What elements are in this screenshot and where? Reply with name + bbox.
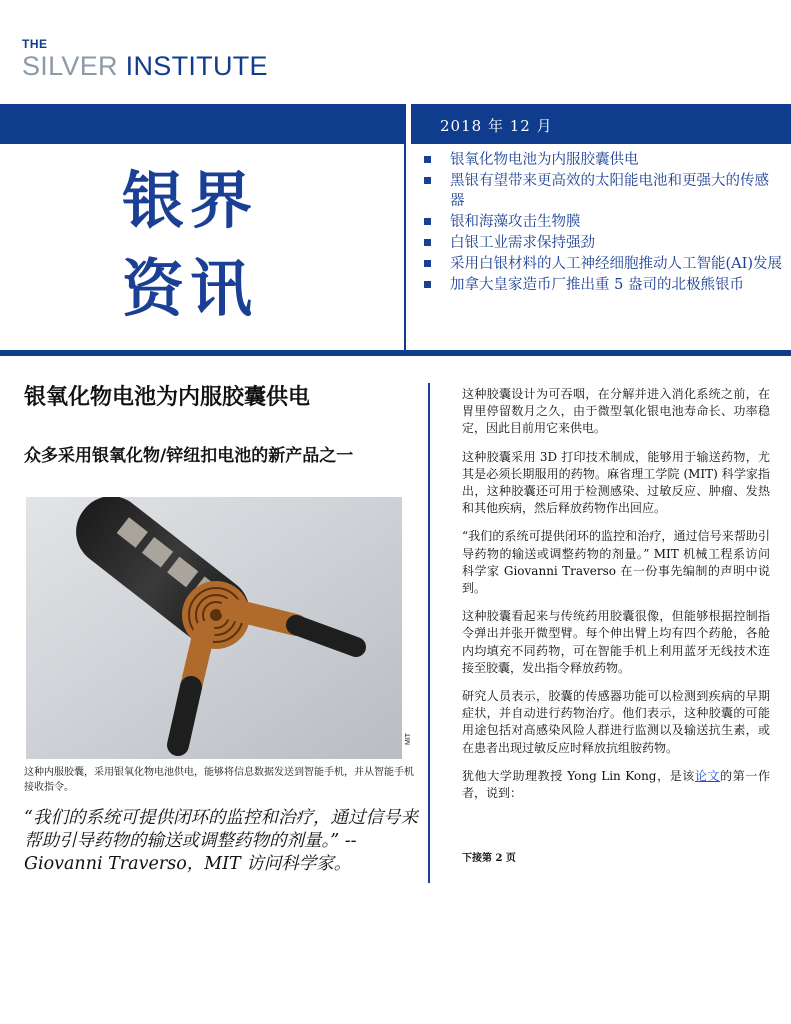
body-paragraph-last: [462, 768, 770, 802]
photo-caption: 这种内服胶囊，采用银氧化物电池供电，能够将信息数据发送到智能手机，并从智能手机接收指令。: [24, 767, 414, 793]
pull-quote: “我们的系统可提供闭环的监控和治疗，通过信号来帮助引导药物的输送或调整药物的剂量。” -- Giovanni Traverso，MIT 访问科学家。: [24, 808, 418, 874]
logo-institute: INSTITUTE: [125, 51, 268, 81]
last-para-after: 的第一作者，说到：: [462, 768, 770, 801]
header-divider: [404, 104, 406, 354]
body-paragraph: 研究人员表示，胶囊的传感器功能可以检测到疾病的早期症状，并自动进行药物治疗。他们表示，这种胶囊的可能用途包括对高感染风险人群进行监测以及输送抗生素，或在患者出现过敏反应时释放抗组胺药物。: [462, 689, 770, 755]
newsletter-title-line2: 资讯: [122, 252, 259, 325]
article-subhead: 众多采用银氧化物/锌纽扣电池的新产品之一: [24, 446, 354, 466]
silver-institute-logo: [22, 51, 268, 82]
newsletter-title-line1: 银界: [122, 164, 259, 237]
section-divider-band: [0, 350, 791, 356]
capsule-photo: [26, 497, 402, 759]
toc-item[interactable]: 采用白银材料的人工神经细胞推动人工智能(AI)发展: [422, 254, 782, 274]
toc-item[interactable]: 黑银有望带来更高效的太阳能电池和更强大的传感器: [422, 171, 782, 211]
logo-the: THE: [22, 37, 48, 51]
photo-credit: MIT: [405, 732, 412, 745]
body-paragraph: 这种胶囊采用 3D 打印技术制成，能够用于输送药物，尤其是必须长期服用的药物。麻省理工学院 (MIT) 科学家指出，这种胶囊还可用于检测感染、过敏反应、肿瘤、发热和其他疾病，然后释放药物作出回应。: [462, 449, 770, 516]
toc-item[interactable]: 白银工业需求保持强劲: [422, 233, 782, 253]
toc-item[interactable]: 加拿大皇家造币厂推出重 5 盎司的北极熊银币: [422, 275, 782, 295]
article-body: [462, 386, 770, 813]
body-paragraph: 这种胶囊设计为可吞咽，在分解并进入消化系统之前，在胃里停留数月之久，由于微型氧化银电池寿命长、功率稳定，因此目前用它来供电。: [462, 387, 770, 436]
logo-silver: SILVER: [22, 51, 118, 81]
column-divider: [428, 383, 430, 883]
continued-note: 下接第 2 页: [462, 853, 516, 864]
toc-item[interactable]: 银氧化物电池为内服胶囊供电: [422, 150, 782, 170]
table-of-contents: [422, 150, 782, 296]
article-headline: 银氧化物电池为内服胶囊供电: [24, 384, 311, 410]
body-paragraph: “我们的系统可提供闭环的监控和治疗，通过信号来帮助引导药物的输送或调整药物的剂量。” MIT 机械工程系访问科学家 Giovanni Traverso 在一份事先编制的声明中说到。: [462, 529, 770, 596]
last-para-before: 犹他大学助理教授 Yong Lin Kong，是该: [462, 768, 695, 783]
header-band-left: [0, 104, 404, 144]
paper-link[interactable]: 论文: [694, 768, 721, 783]
body-paragraph: 这种胶囊看起来与传统药用胶囊很像，但能够根据控制指令弹出并张开微型臂。每个伸出臂上均有四个药舱，各舱内均填充不同药物，可在智能手机上利用蓝牙无线技术连接至胶囊，发出指令释放药物。: [462, 609, 770, 675]
issue-date: 2018 年 12 月: [440, 117, 553, 135]
toc-item[interactable]: 银和海藻攻击生物膜: [422, 212, 782, 232]
